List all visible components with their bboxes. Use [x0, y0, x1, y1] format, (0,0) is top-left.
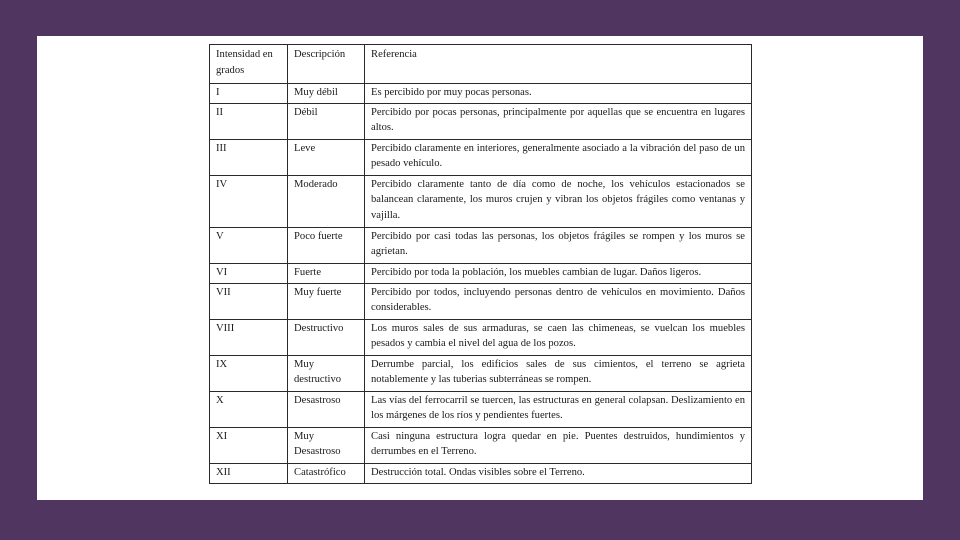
table-row	[210, 427, 752, 463]
cell-descripcion: Muy débil	[288, 84, 365, 104]
cell-grado: X	[210, 391, 288, 427]
table-row	[210, 103, 752, 139]
cell-referencia: Percibido por toda la población, los muebles cambian de lugar. Daños ligeros.	[365, 263, 752, 283]
cell-descripcion: Poco fuerte	[288, 227, 365, 263]
cell-descripcion: Catastrófico	[288, 463, 365, 483]
cell-descripcion: Destructivo	[288, 319, 365, 355]
table-row	[210, 319, 752, 355]
cell-grado: II	[210, 103, 288, 139]
table-row	[210, 175, 752, 227]
table-row	[210, 84, 752, 104]
cell-descripcion: Muy destructivo	[288, 355, 365, 391]
cell-descripcion: Débil	[288, 103, 365, 139]
header-descripcion: Descripción	[288, 45, 365, 84]
cell-descripcion: Moderado	[288, 175, 365, 227]
cell-grado: I	[210, 84, 288, 104]
cell-grado: VII	[210, 283, 288, 319]
cell-referencia: Percibido claramente tanto de día como de noche, los vehículos estacionados se balancean claramente, los muros crujen y vibran los objetos frágiles como ventanas y vajilla.	[365, 175, 752, 227]
cell-grado: XII	[210, 463, 288, 483]
table-row	[210, 391, 752, 427]
cell-referencia: Es percibido por muy pocas personas.	[365, 84, 752, 104]
table-row	[210, 283, 752, 319]
table-row	[210, 227, 752, 263]
cell-grado: XI	[210, 427, 288, 463]
slide	[37, 36, 923, 500]
cell-grado: VIII	[210, 319, 288, 355]
cell-referencia: Percibido claramente en interiores, generalmente asociado a la vibración del paso de un pesado vehículo.	[365, 139, 752, 175]
cell-grado: III	[210, 139, 288, 175]
cell-descripcion: Fuerte	[288, 263, 365, 283]
cell-grado: VI	[210, 263, 288, 283]
cell-descripcion: Desastroso	[288, 391, 365, 427]
table-row	[210, 355, 752, 391]
cell-descripcion: Leve	[288, 139, 365, 175]
cell-referencia: Las vías del ferrocarril se tuercen, las estructuras en general colapsan. Deslizamiento en los márgenes de los ríos y pendientes fuertes.	[365, 391, 752, 427]
cell-descripcion: Muy fuerte	[288, 283, 365, 319]
cell-grado: IV	[210, 175, 288, 227]
cell-grado: IX	[210, 355, 288, 391]
header-intensidad: Intensidad en grados	[210, 45, 288, 84]
cell-referencia: Percibido por casi todas las personas, los objetos frágiles se rompen y los muros se agrietan.	[365, 227, 752, 263]
cell-referencia: Derrumbe parcial, los edificios sales de sus cimientos, el terreno se agrieta notablemente y las tuberias subterráneas se rompen.	[365, 355, 752, 391]
cell-referencia: Percibido por pocas personas, principalmente por aquellas que se encuentra en lugares altos.	[365, 103, 752, 139]
cell-referencia: Casi ninguna estructura logra quedar en pie. Puentes destruidos, hundimientos y derrumbes en el Terreno.	[365, 427, 752, 463]
cell-referencia: Percibido por todos, incluyendo personas dentro de vehículos en movimiento. Daños considerables.	[365, 283, 752, 319]
table-row	[210, 139, 752, 175]
cell-grado: V	[210, 227, 288, 263]
cell-descripcion: Muy Desastroso	[288, 427, 365, 463]
cell-referencia: Destrucción total. Ondas visibles sobre el Terreno.	[365, 463, 752, 483]
table-row	[210, 263, 752, 283]
table-header-row	[210, 45, 752, 84]
cell-referencia: Los muros sales de sus armaduras, se caen las chimeneas, se vuelcan los muebles pesados y cambia el nivel del agua de los pozos.	[365, 319, 752, 355]
table-row	[210, 463, 752, 483]
intensity-table	[209, 44, 752, 484]
header-referencia: Referencia	[365, 45, 752, 84]
